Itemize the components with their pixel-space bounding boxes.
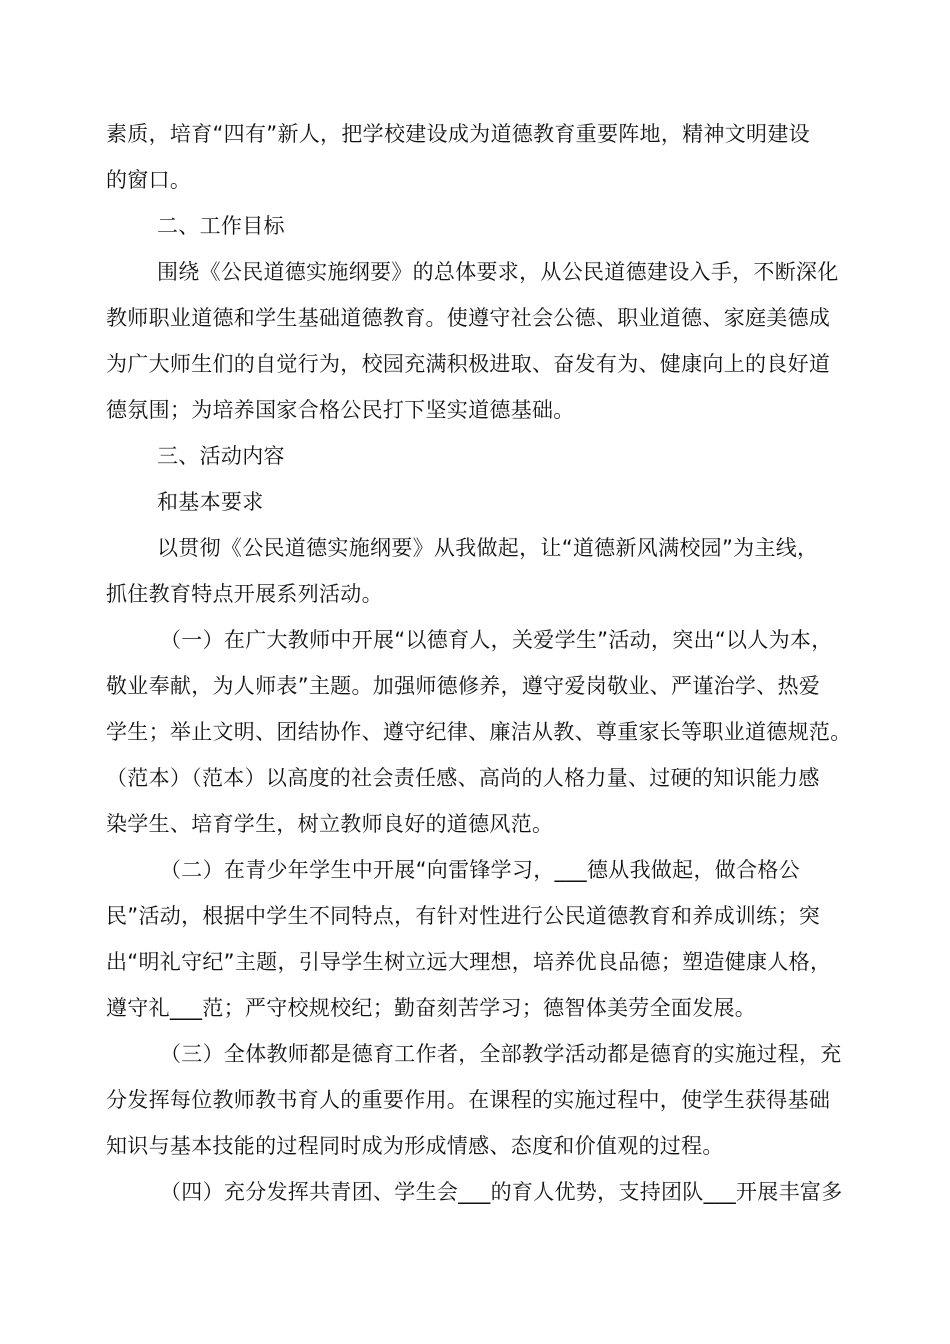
text-line: 学生；举止文明、团结协作、遵守纪律、廉洁从教、尊重家长等职业道德规范。 xyxy=(106,720,852,744)
text-line: 染学生、培育学生，树立教师良好的道德风范。 xyxy=(106,812,554,836)
text-line: 民”活动，根据中学生不同特点，有针对性进行公民道德教育和养成训练；突 xyxy=(106,904,821,928)
section-heading: 三、活动内容 xyxy=(157,444,285,468)
text-line: 以贯彻《公民道德实施纲要》从我做起，让“道德新风满校园”为主线， xyxy=(157,536,819,560)
text-line: 遵守礼___范；严守校规校纪；勤奋刻苦学习；德智体美劳全面发展。 xyxy=(106,996,757,1020)
text-line: （四）充分发挥共青团、学生会___的育人优势，支持团队___开展丰富多 xyxy=(160,1180,843,1204)
text-line: 抓住教育特点开展系列活动。 xyxy=(106,582,383,606)
text-line: （范本）（范本）以高度的社会责任感、高尚的人格力量、过硬的知识能力感 xyxy=(106,766,820,790)
text-line: （一）在广大教师中开展“以德育人，关爱学生”活动，突出“以人为本， xyxy=(160,628,833,652)
text-line: 围绕《公民道德实施纲要》的总体要求，从公民道德建设入手，不断深化 xyxy=(157,260,839,284)
text-line: 分发挥每位教师教书育人的重要作用。在课程的实施过程中，使学生获得基础 xyxy=(106,1088,831,1112)
text-line: 为广大师生们的自觉行为，校园充满积极进取、奋发有为、健康向上的良好道 xyxy=(106,352,831,376)
text-line: 出“明礼守纪”主题，引导学生树立远大理想，培养优良品德；塑造健康人格， xyxy=(106,950,832,974)
text-line: 素质，培育“四有”新人，把学校建设成为道德教育重要阵地，精神文明建设 xyxy=(106,122,810,146)
text-line: 敬业奉献，为人师表”主题。加强师德修养，遵守爱岗敬业、严谨治学、热爱 xyxy=(106,674,821,698)
text-line: 教师职业道德和学生基础道德教育。使遵守社会公德、职业道德、家庭美德成 xyxy=(106,306,831,330)
text-line: （三）全体教师都是德育工作者，全部教学活动都是德育的实施过程，充 xyxy=(160,1042,842,1066)
section-heading: 二、工作目标 xyxy=(157,214,285,238)
text-line: 的窗口。 xyxy=(106,168,192,192)
text-line: 知识与基本技能的过程同时成为形成情感、态度和价值观的过程。 xyxy=(106,1134,724,1158)
section-heading: 和基本要求 xyxy=(157,490,264,514)
text-line: （二）在青少年学生中开展“向雷锋学习，___德从我做起，做合格公 xyxy=(160,858,800,882)
text-line: 德氛围；为培养国家合格公民打下坚实道德基础。 xyxy=(106,398,575,422)
